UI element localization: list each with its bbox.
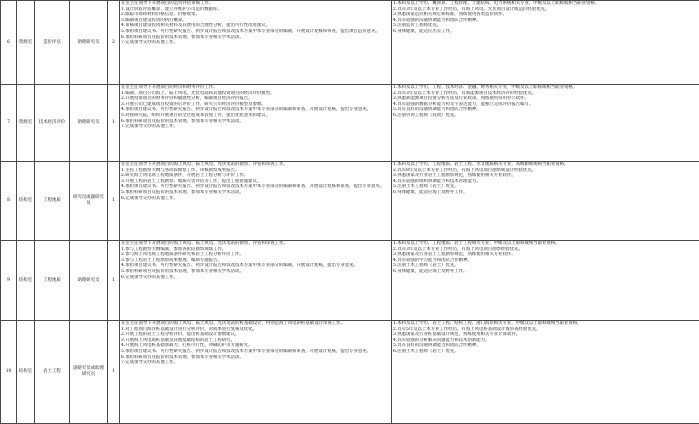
requirement-line: 5.注册造价工程师优先。 [393,23,698,29]
duty-line: 1.对工程项目海洋桩基础设计进行分析评价，对成果进行复核及优化。 [121,327,390,333]
requirement-line: 3.熟悉国家造价相关规定和标准，熟练使用各类造价软件。 [393,12,698,18]
position-cell: 岩土工程 [35,321,70,424]
title-cell: 助理研究员 [70,241,108,321]
duty-line: 3.参与工程岩土工程勘察成果整理，编制专题报告。 [121,258,390,264]
duty-line: 在室主任领导下开展项目的海上风电、陆上风电、光伏电站的桩基础设计，特别是海上风电的桩基础设计审查工作。 [121,321,390,327]
duty-line: 5.承担项目建议书、可行性研究报告、初步设计报告和技改技术方案中本专业部分的编制，开展设计复核和审查，提出项目造价意见。 [121,29,390,35]
duty-line: 4.承担项目建议书、可行性研究报告、初步设计报告和技改技术方案中本专业部分的编制，开展设计复核，提出专业意见。 [121,263,390,269]
requirement-line: 2.具有3年及以上本专业工作经历，有新能源项目技术经济评价经验优先。 [393,91,698,97]
table-row [1,85,699,162]
requirement-line: 4.具有较强的分析解决问题能力和技术创新能力。 [393,338,698,344]
duty-line: 5.承担科研项目及报价的技术管理，参加本专业相关学术活动。 [121,269,390,275]
title-cell: 副研究员或助理研究员 [70,321,108,424]
duty-line: 1.主持工程勘察大纲与各阶段勘察工作，审核勘察成果报告。 [121,168,390,174]
row-number: 10 [1,321,17,424]
duties-cell [120,162,392,241]
duty-line: 4.审核项目建设投资相关材料及其费用的合理性分析，提出可行性改进建议。 [121,23,390,29]
duty-line: 5.对接研究院，组织开展项目的全过程成本管理工作，提出优化意见和建议。 [121,113,390,119]
duty-line: 6.承担科研项目及报价的技术管理，参加本专业相关学术活动。 [121,355,390,361]
requirement-line: 4.具有较强的组织协调能力和技术管理能力。 [393,179,698,185]
requirements-cell [392,321,699,424]
headcount-cell: 1 [108,162,120,241]
table-body [1,1,699,424]
duties-cell [120,85,392,162]
title-cell: 助理研究员 [70,1,108,85]
requirement-line: 1.本科及以上学历，工程地质、岩土工程相关专业，中级及以上职称或相当职业资格。 [393,241,698,247]
position-cell: 工程地质 [35,241,70,321]
duty-line: 7.完成领导交办的其他工作。 [121,360,390,366]
duties-cell [120,1,392,85]
table-row [1,162,699,241]
requirements-cell [392,241,699,321]
duty-line: 4.承担项目建议书、可行性研究报告、初步设计报告和技改技术方案中本专业部分的编制和审查，开展设计复核和审查，提出专业意见。 [121,184,390,190]
headcount-cell: 1 [108,321,120,424]
requirement-line: 2.具有3年及以上本专业工作经历，有海上风电项目勘察经验优先。 [393,247,698,253]
duty-line: 4.承担项目建议书、可行性研究报告、初步设计报告和技改技术方案中本专业部分的编制和审查，开展设计复核，提出专业意见。 [121,107,390,113]
position-cell: 技术经济评价 [35,85,70,162]
duty-line: 在室主任领导下开展项目的海上风电、陆上风电、光伏电站的勘察、评估和审查工作。 [121,162,390,168]
requirement-line: 3.熟悉新能源项目投资分析方法及行业政策，熟练使用常用办公软件。 [393,96,698,102]
duty-line: 3.开展海上风电场桩基础及其他基础结构的岩土工程研究。 [121,338,390,344]
department-cell: 资源室 [17,85,35,162]
row-number: 8 [1,162,17,241]
duty-line: 3.开展公司已建成项目投资的后评价工作，研究公司经济评价模型及参数。 [121,102,390,108]
duty-line: 1.设计阶段评估概算，建立并维护公司造价数据库。 [121,7,390,13]
duty-line: 2.跟踪市场和材料价格信息，价格收集。 [121,12,390,18]
requirement-line: 1.本科及以上学历，工程地质、岩土工程、水文地质相关专业，高级职称或相当职业资格。 [393,162,698,168]
requirement-line: 1.本科及以上学历，工程、技术经济、金融、财务相关专业，中级及以上职称或相当职业资格。 [393,85,698,91]
department-cell: 结构室 [17,241,35,321]
duty-line: 3.编制项目建设投资的执行概算。 [121,18,390,24]
requirement-line: 5.注册土木工程师（岩土）优先。 [393,263,698,269]
title-cell: 助理研究员 [70,85,108,162]
duty-line: 2.开展投资项目的财务评价和敏感性分析，编制项目经济评价报告。 [121,96,390,102]
requirement-line: 6.身体健康，能适应海上及野外工作。 [393,269,698,275]
duty-line: 6.承担科研项目及报价的技术管理，参加本专业相关学术活动。 [121,119,390,125]
department-cell: 结构室 [17,162,35,241]
requirement-line: 6.注册土木工程师（岩土）优先。 [393,349,698,355]
requirement-line: 1.本科及以上学历，概预算、工程管理、土建结构、电力系统相关专业，中级及以上职称或相当职业资格。 [393,1,698,7]
duty-line: 2.研究海上风电场工程地质条件，开展岩土工程分析与评价工作。 [121,173,390,179]
headcount-cell: 1 [108,85,120,162]
requirement-line: 5.注册土木工程师（岩土）优先。 [393,184,698,190]
requirement-line: 5.具有良好的沟通协调能力和团队合作精神。 [393,107,698,113]
requirement-line: 4.具有较强的沟通协调能力和团队合作精神。 [393,18,698,24]
duties-cell [120,241,392,321]
requirement-line: 2.具有3年及以上本专业工作经历，有海上风电、光伏项目设计或造价经验优先。 [393,7,698,13]
table-row [1,241,699,321]
title-cell: 研究员或副研究员 [70,162,108,241]
duty-line: 1.编制、项目公司海上、陆上风电、光伏电站和其他投资项目的经济评价模型。 [121,91,390,97]
requirement-line: 4.具有较强的数据分析能力和文字表达能力，能独立完成评价报告编写。 [393,102,698,108]
requirement-line: 3.熟悉国家及行业岩土工程勘察规范，熟练使用相关专业软件。 [393,252,698,258]
row-number: 9 [1,241,17,321]
duty-line: 1.参与工程勘察大纲编制，参加各阶段勘察现场工作。 [121,247,390,253]
headcount-cell: 1 [108,241,120,321]
requirement-line: 3.熟悉国家及行业岩土工程勘察规范，熟练使用相关专业软件。 [393,173,698,179]
table-row [1,1,699,85]
duty-line: 在室主任领导下开展项目的经济和财务评价工作。 [121,85,390,91]
position-cell: 造价评估 [35,1,70,85]
requirement-line: 6.身体健康，能适应出差工作。 [393,29,698,35]
department-cell: 资源室 [17,1,35,85]
department-cell: 结构室 [17,321,35,424]
requirement-line: 1.本科及以上学历，岩土工程、结构工程、港口海岸相关专业，中级及以上职称或相当职业资格。 [393,321,698,327]
position-cell: 工程地质 [35,162,70,241]
requirement-line: 3.熟悉国家及行业桩基础设计规范，熟练使用相关专业计算软件。 [393,332,698,338]
requirement-line: 5.具有良好的沟通协调能力和团队合作精神。 [393,343,698,349]
requirement-line: 2.具有8年及以上本专业工作经历，有海上风电项目勘察或设计经验优先。 [393,168,698,174]
duty-line: 5.承担科研项目及报价的技术管理，参加本专业相关学术活动。 [121,190,390,196]
duty-line: 2.参与海上风电场工程地质条件研究和岩土工程分析评价工作。 [121,252,390,258]
duty-line: 6.承担科研项目及报价的技术管理，参加本专业相关学术活动。 [121,35,390,41]
duty-line: 4.开展海上风电桩基础承载力、打桩可行性、冲刷防护等专题研究。 [121,343,390,349]
requirement-line: 4.具有较强的学习能力和团队合作精神。 [393,258,698,264]
duty-line: 2.开展工程的岩土工程分析评价，提出桩基础设计参数建议。 [121,332,390,338]
table-row [1,321,699,424]
requirements-cell [392,85,699,162]
duty-line: 7.完成领导交办的其他工作。 [121,40,390,46]
requirement-line: 2.具有5年及以上本专业工作经历，有海上风电桩基础设计或审查经验优先。 [393,327,698,333]
requirement-line: 6.身体健康，能适应海上及野外工作。 [393,190,698,196]
requirement-line: 6.注册咨询工程师（投资）优先。 [393,113,698,119]
duty-line: 5.承担项目建议书、可行性研究报告、初步设计报告和技改技术方案中本专业部分的编制和审查，开展设计复核，提出专业意见。 [121,349,390,355]
requirements-cell [392,162,699,241]
headcount-cell: 2 [108,1,120,85]
duty-line: 在室主任领导下开展项目的造价评估审核工作。 [121,1,390,7]
requirements-cell [392,1,699,85]
row-number: 7 [1,85,17,162]
duty-line: 在室主任领导下开展项目的海上风电、陆上风电、光伏电站的勘察、评估和审查工作。 [121,241,390,247]
row-number: 6 [1,1,17,85]
duties-cell [120,321,392,424]
duty-line: 6.完成领导交办的其他工作。 [121,196,390,202]
duty-line: 7.完成领导交办的其他工作。 [121,124,390,130]
duty-line: 3.开展工程的岩土工程勘察、地质灾害评估等工作，提出工程措施建议。 [121,179,390,185]
duty-line: 6.完成领导交办的其他工作。 [121,275,390,281]
